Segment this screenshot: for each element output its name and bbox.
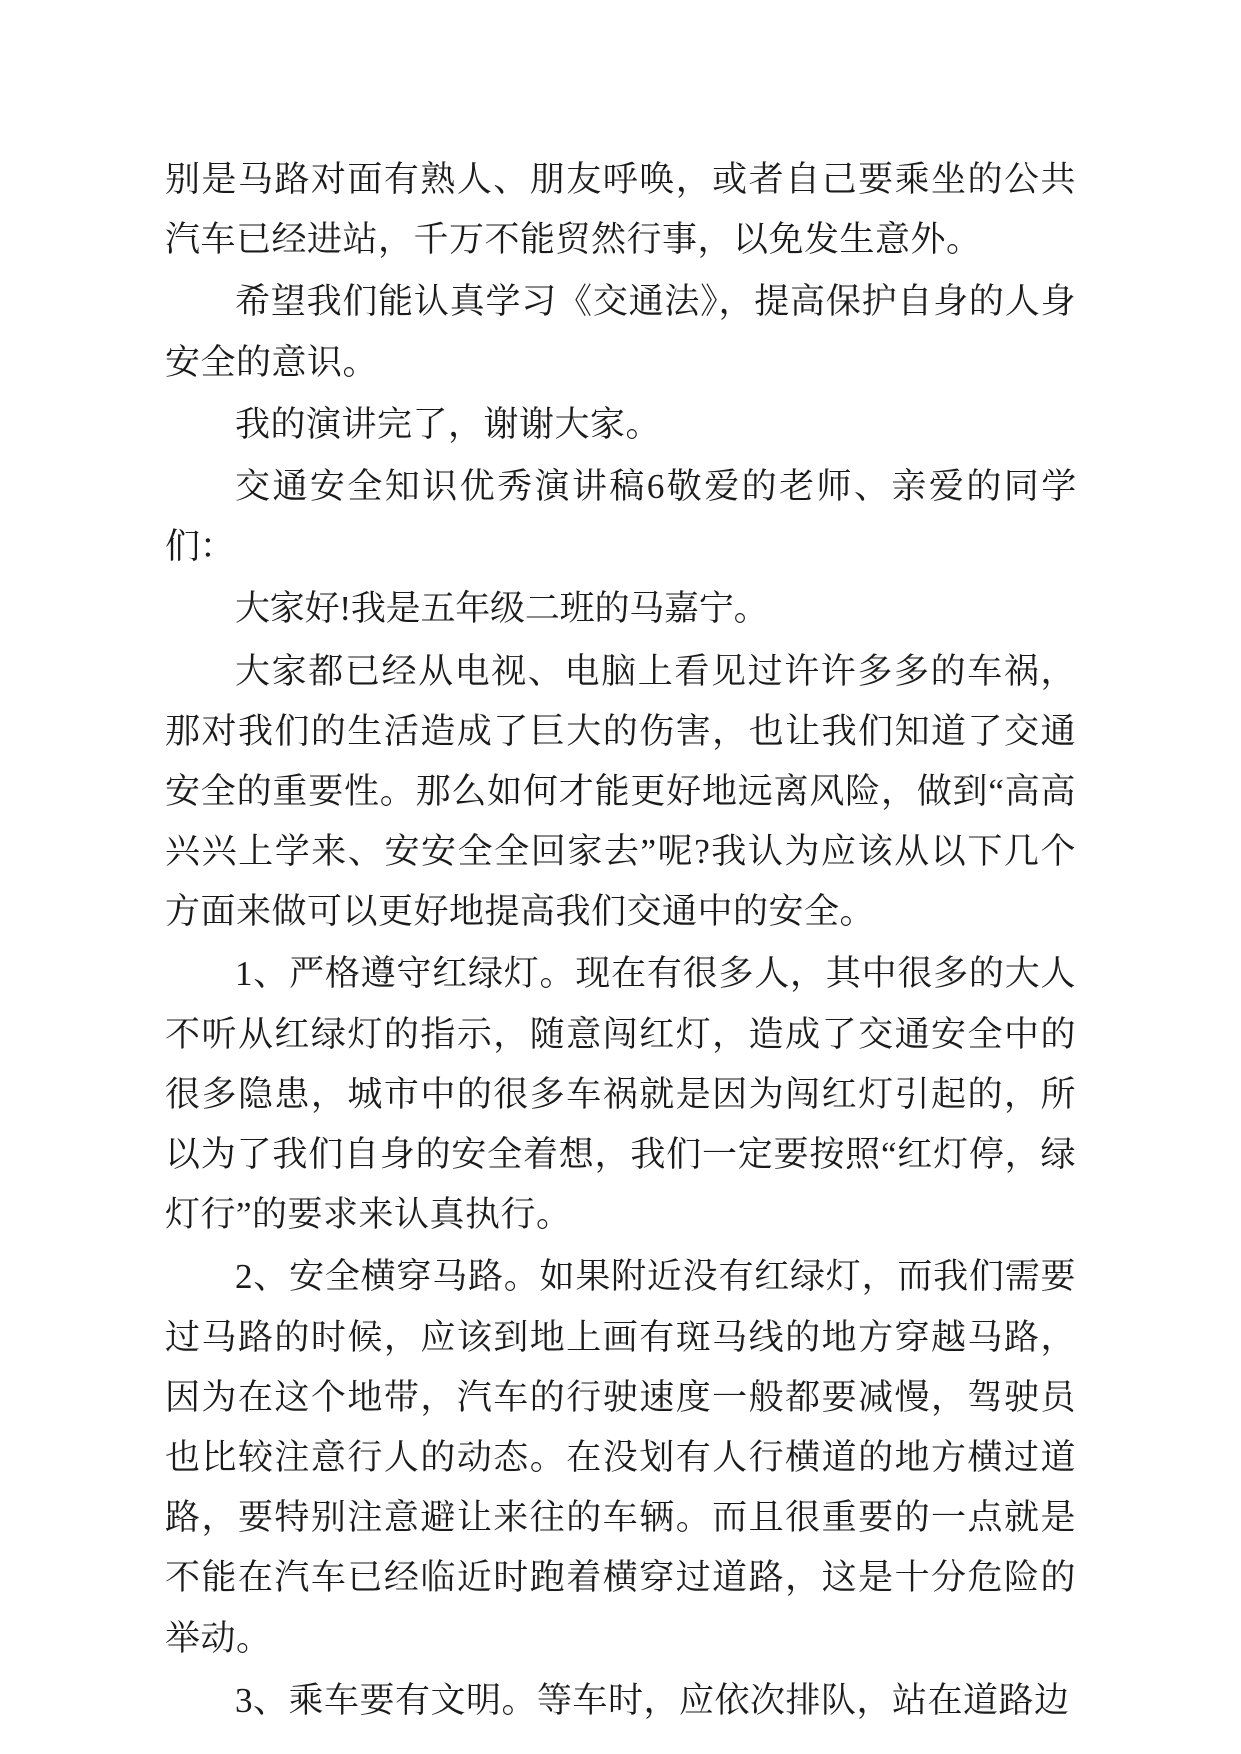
paragraph-item-3-boarding-civilly: 3、乘车要有文明。等车时，应依次排队，站在道路边 [235,1680,1070,1720]
paragraph-speech6-title: 交通安全知识优秀演讲稿6敬爱的老师、亲爱的同学们： [165,466,1076,567]
paragraph-speech-end-thanks: 我的演讲完了，谢谢大家。 [235,404,662,444]
document-body [165,150,1076,1731]
paragraph-self-introduction: 大家好!我是五年级二班的马嘉宁。 [235,589,769,629]
paragraph-tv-computer-accidents: 大家都已经从电视、电脑上看见过许许多多的车祸，那对我们的生活造成了巨大的伤害，也让我们知道了交通安全的重要性。那么如何才能更好地远离风险，做到“高高兴兴上学来、安安全全回家去”呢?我认为应该从以下几个方面来做可以更好地提高我们交通中的安全。 [165,651,1076,932]
paragraph-hope-study-traffic-law: 希望我们能认真学习《交通法》，提高保护自身的人身安全的意识。 [165,282,1076,382]
paragraph-item-1-traffic-lights: 1、严格遵守红绿灯。现在有很多人，其中很多的大人不听从红绿灯的指示，随意闯红灯，造成了交通安全中的很多隐患，城市中的很多车祸就是因为闯红灯引起的，所以为了我们自身的安全着想，我们一定要按照“红灯停，绿灯行”的要求来认真执行。 [165,954,1076,1235]
paragraph-continued-crossing: 别是马路对面有熟人、朋友呼唤，或者自己要乘坐的公共汽车已经进站，千万不能贸然行事，以免发生意外。 [165,160,1076,260]
paragraph-item-2-crossing-road: 2、安全横穿马路。如果附近没有红绿灯，而我们需要过马路的时候，应该到地上画有斑马线的地方穿越马路，因为在这个地带，汽车的行驶速度一般都要减慢，驾驶员也比较注意行人的动态。在没划有人行横道的地方横过道路，要特别注意避让来往的车辆。而且很重要的一点就是不能在汽车已经临近时跑着横穿过道路，这是十分危险的举动。 [165,1257,1076,1658]
